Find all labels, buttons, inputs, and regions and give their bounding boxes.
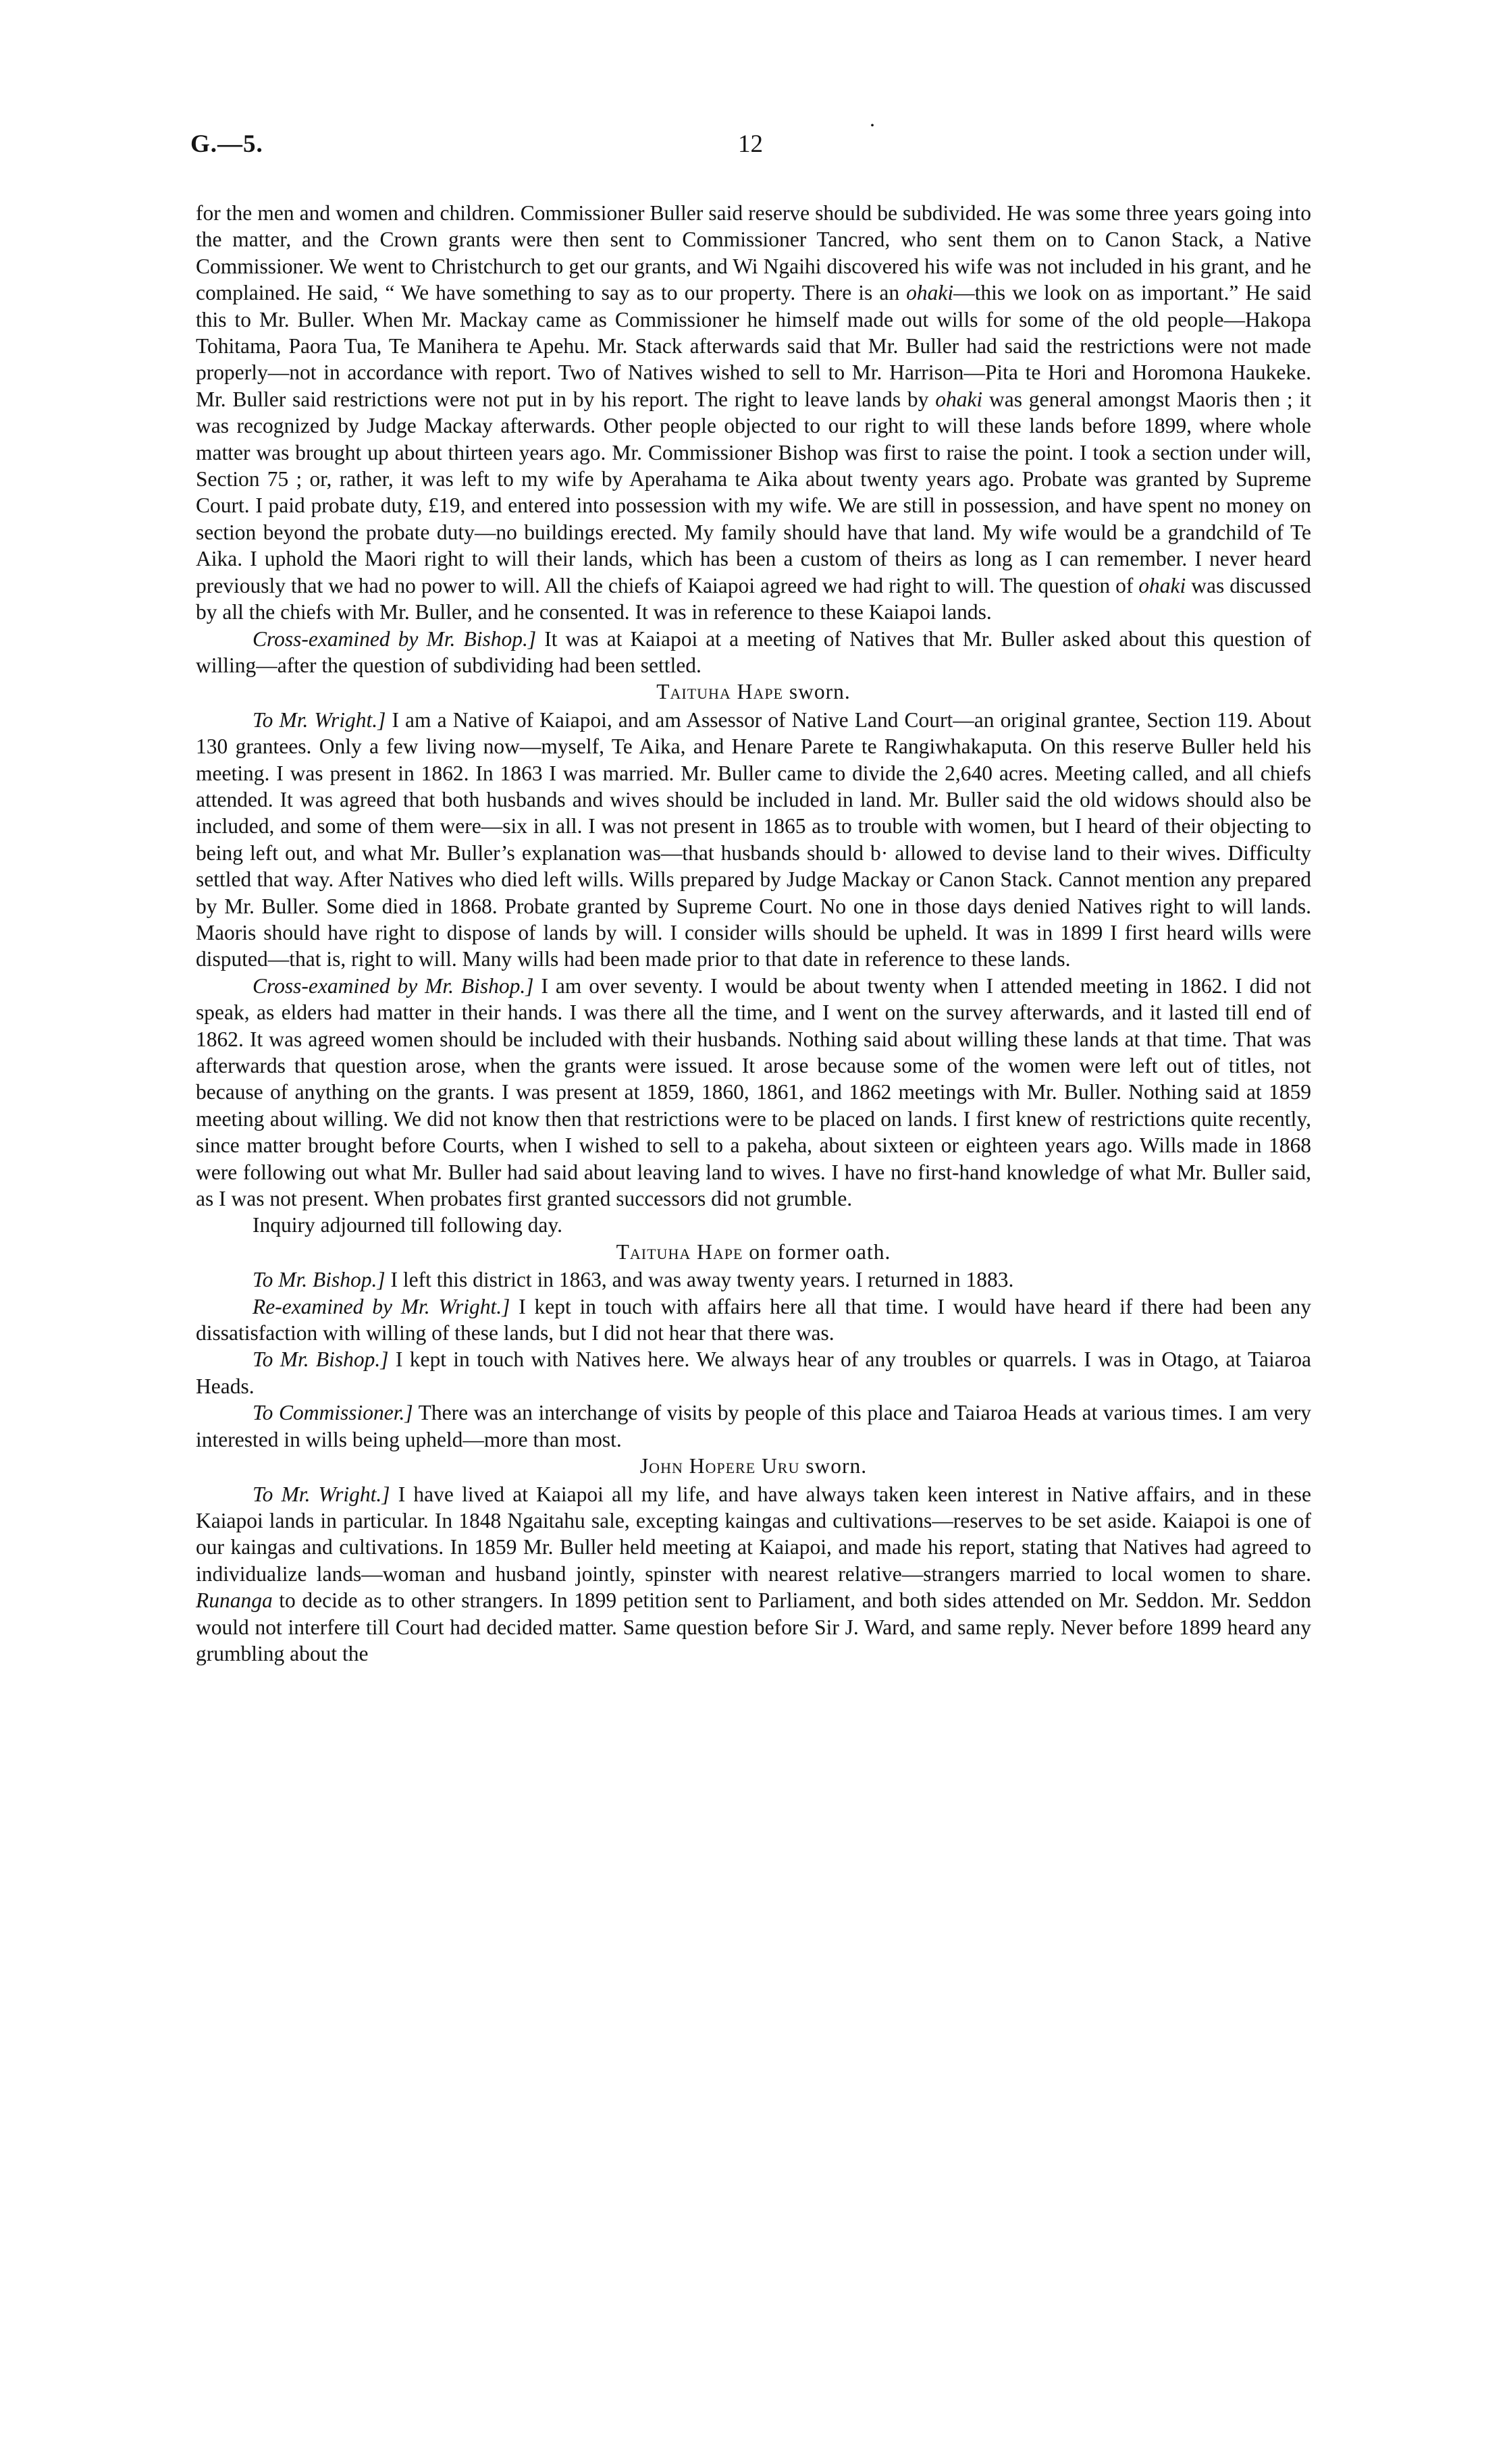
witness-heading-taituha-former-oath: Taituha Hape on former oath. <box>616 1239 891 1264</box>
document-page <box>190 0 1312 2464</box>
witness-heading-taituha-sworn: Taituha Hape sworn. <box>656 680 851 704</box>
testimony-paragraph: To Mr. Bishop.] I left this district in 1863, and was away twenty years. I returned in 1883. <box>253 1268 1014 1292</box>
testimony-paragraph: Re-examined by Mr. Wright.] I kept in touch with affairs here all that time. I would have heard if there had been any dissatisfaction with willing of these lands, but I did not hear that there was. <box>196 1294 1312 1345</box>
examiner-label: To Mr. Bishop.] <box>253 1347 389 1372</box>
ohaki-term: ohaki <box>935 387 983 411</box>
examiner-label: To Mr. Wright.] <box>253 1482 390 1506</box>
runanga-term: Runanga <box>196 1588 273 1613</box>
examiner-label: To Commissioner.] <box>253 1401 413 1425</box>
testimony-paragraph: To Mr. Wright.] I have lived at Kaiapoi all my life, and have always taken keen interest in Native affairs, and in these Kaiapoi lands in particular. In 1848 Ngaitahu sale, excepting kaingas and cultivations—reserves to be set aside. Kaiapoi is one of our kaingas and cultivations. In 1859 Mr. Buller held meeting at Kaiapoi, and made his report, stating that Natives had agreed to individualize lands—woman and husband jointly, spinster with nearest relative—strangers married to local women to share. Runanga to decide as to other strangers. In 1899 petition sent to Parliament, and both sides attended on Mr. Seddon. Mr. Seddon would not interfere till Court had decided matter. Same question before Sir J. Ward, and same reply. Never before 1899 heard any grumbling about the <box>196 1482 1312 1665</box>
cross-examination-paragraph: Cross-examined by Mr. Bishop.] I am over seventy. I would be about twenty when I attended meeting in 1862. I did not speak, as elders had matter in their hands. I was there all the time, and I went on the survey afterwards, and it lasted till end of 1862. It was agreed women should be included with their husbands. Nothing said about willing these lands at that time. That was afterwards that question arose, when the grants were issued. It arose because some of the women were left out of titles, not because of anything on the grants. I was present at 1859, 1860, 1861, and 1862 meetings with Mr. Buller. Nothing said at 1859 meeting about willing. We did not know then that restrictions were to be placed on lands. I first knew of restrictions quite recently, since matter brought before Courts, when I wished to sell to a pakeha, about sixteen or eighteen years ago. Wills made in 1868 were following out what Mr. Buller had said about leaving land to wives. I have no first-hand knowledge of what Mr. Buller said, as I was not present. When probates first granted successors did not grumble. <box>196 973 1311 1211</box>
page-header <box>190 107 1311 170</box>
testimony-paragraph: To Commissioner.] There was an interchange of visits by people of this place and Taiaroa Heads at various times. I am very interested in wills being upheld—more than most. <box>196 1401 1311 1451</box>
testimony-paragraph: To Mr. Bishop.] I kept in touch with Natives here. We always hear of any troubles or quarrels. I was in Otago, at Taiaroa Heads. <box>196 1347 1311 1398</box>
cross-examination-paragraph: Cross-examined by Mr. Bishop.] It was at Kaiapoi at a meeting of Natives that Mr. Buller asked about this question of willing—after the question of subdividing had been settled. <box>196 626 1311 677</box>
adjournment-note: Inquiry adjourned till following day. <box>253 1213 562 1237</box>
examiner-label: To Mr. Bishop.] <box>253 1268 386 1292</box>
examiner-label: Cross-examined by Mr. Bishop.] <box>253 973 534 998</box>
examiner-label: Re-examined by Mr. Wright.] <box>253 1294 510 1318</box>
examiner-label: To Mr. Wright.] <box>253 707 386 732</box>
document-reference: G.—5. <box>190 130 263 158</box>
speck-mark: . <box>870 107 875 131</box>
paragraph-continuation: for the men and women and children. Commissioner Buller said reserve should be subdivided. He was some three years going into the matter, and the Crown grants were then sent to Commissioner Tancred, who sent them on to Canon Stack, a Native Commissioner. We went to Christchurch to get our grants, and Wi Ngaihi discovered his wife was not included in his grant, and he complained. He said, “ We have something to say as to our property. There is an ohaki—this we look on as important.” He said this to Mr. Buller. When Mr. Mackay came as Commissioner he himself made out wills for some of the old people—Hakopa Tohitama, Paora Tua, Te Manihera te Apehu. Mr. Stack afterwards said that Mr. Buller had said the restrictions were not made properly—not in accordance with report. Two of Natives wished to sell to Mr. Harrison—Pita te Hori and Horomona Haukeke. Mr. Buller said restrictions were not put in by his report. The right to leave lands by ohaki was general amongst Maoris then ; it was recognized by Judge Mackay afterwards. Other people objected to our right to will these lands before 1899, where whole matter was brought up about thirteen years ago. Mr. Commissioner Bishop was first to raise the point. I took a section under will, Section 75 ; or, rather, it was left to my wife by Aperahama te Aika about twenty years ago. Probate was granted by Supreme Court. I paid probate duty, £19, and entered into possession with my wife. We are still in possession, and have spent no money on section beyond the probate duty—no buildings erected. My family should have that land. My wife would be a grandchild of Te Aika. I uphold the Maori right to will their lands, which has been a custom of theirs as long as I can remember. I never heard previously that we had no power to will. All the chiefs of Kaiapoi agreed we had right to will. The question of ohaki was discussed by all the chiefs with Mr. Buller, and he consented. It was in reference to these Kaiapoi lands. <box>196 201 1311 624</box>
ohaki-term: ohaki <box>1138 573 1186 597</box>
witness-heading-john-hopere-uru: John Hopere Uru sworn. <box>639 1454 868 1478</box>
testimony-paragraph: To Mr. Wright.] I am a Native of Kaiapoi, and am Assessor of Native Land Court—an original grantee, Section 119. About 130 grantees. Only a few living now—myself, Te Aika, and Henare Parete te Rangiwhakaputa. On this reserve Buller held his meeting. I was present in 1862. In 1863 I was married. Mr. Buller came to divide the 2,640 acres. Meeting called, and all chiefs attended. It was agreed that both husbands and wives should be included in land. Mr. Buller said the old widows should also be included, and some of them were—six in all. I was not present in 1865 as to trouble with women, but I heard of their objecting to being left out, and what Mr. Buller’s explanation was—that husbands should b· allowed to devise land to their wives. Difficulty settled that way. After Natives who died left wills. Wills prepared by Judge Mackay or Canon Stack. Cannot mention any prepared by Mr. Buller. Some died in 1868. Probate granted by Supreme Court. No one in those days denied Natives right to will lands. Maoris should have right to dispose of lands by will. I consider wills should be upheld. It was in 1899 I first heard wills were disputed—that is, right to will. Many wills had been made prior to that date in reference to these lands. <box>196 707 1312 971</box>
page-number: 12 <box>738 130 763 158</box>
examiner-label: Cross-examined by Mr. Bishop.] <box>253 626 537 651</box>
document-body <box>196 200 1311 1667</box>
ohaki-term: ohaki <box>906 281 954 305</box>
